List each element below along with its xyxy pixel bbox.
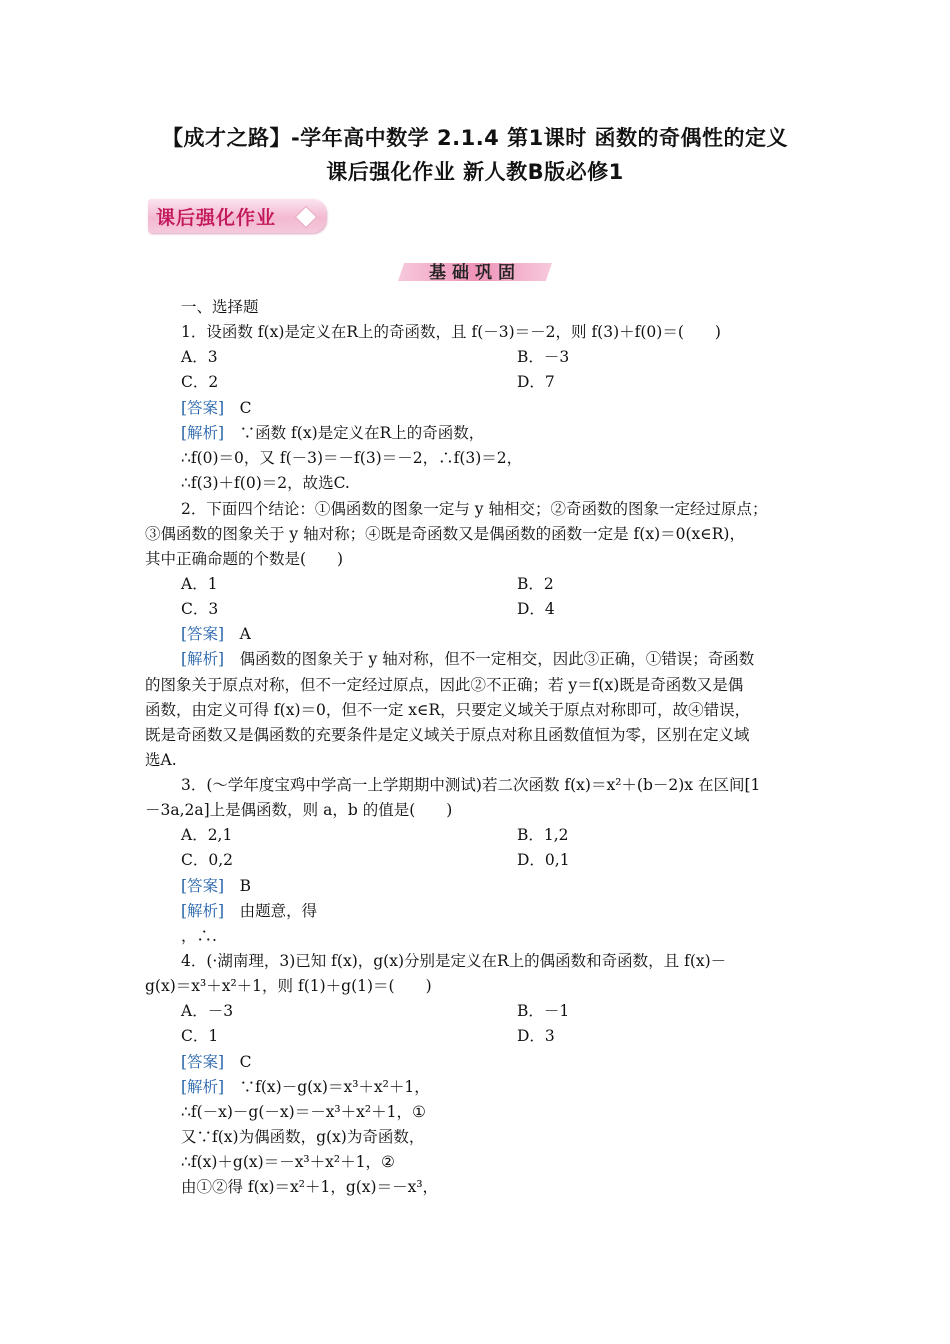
section-heading: 一、选择题 [181,298,259,316]
q4-answer: C [239,1053,252,1071]
q2-stem-2: 其中正确命题的个数是( ) [145,550,344,568]
q2-stem-0: 2．下面四个结论：①偶函数的图象一定与 y 轴相交；②奇函数的图象一定经过原点； [181,500,768,518]
q4-stem-1: g(x)＝x³＋x²＋1，则 f(1)＋g(1)＝( ) [145,977,432,995]
q1-answer-row [181,398,252,418]
q4-option-d: D．3 [517,1027,555,1045]
answer-tag: [答案] [181,877,225,895]
q3-analysis-row [181,901,317,921]
q2-analysis-2: 函数，由定义可得 f(x)＝0，但不一定 x∈R，只要定义域关于原点对称即可，故④错误， [145,701,751,719]
q1-option-d: D．7 [517,373,555,391]
q1-stem: 1．设函数 f(x)是定义在R上的奇函数，且 f(－3)＝－2，则 f(3)＋f(0)＝( ) [181,323,721,341]
q2-option-d: D．4 [517,600,555,618]
diamond-icon [295,206,318,229]
answer-tag: [答案] [181,625,225,643]
q2-analysis-row [181,649,754,669]
q4-option-a: A．－3 [181,1002,234,1020]
analysis-tag: [解析] [181,650,225,668]
q4-analysis-row [181,1077,430,1097]
q3-answer-row [181,876,251,896]
q1-analysis-0: ∵函数 f(x)是定义在R上的奇函数， [239,424,485,442]
q4-analysis-0: ∵f(x)－g(x)＝x³＋x²＋1， [239,1078,430,1096]
q4-stem-0: 4．(·湖南理，3)已知 f(x)，g(x)分别是定义在R上的偶函数和奇函数，且 f(x)－ [181,952,727,970]
q1-answer: C [239,399,252,417]
q3-option-c: C．0,2 [181,851,234,869]
analysis-tag: [解析] [181,902,225,920]
document-title-line-1: 【成才之路】-学年高中数学 2.1.4 第1课时 函数的奇偶性的定义 [161,126,789,150]
q4-option-b: B．－1 [517,1002,570,1020]
q2-analysis-1: 的图象关于原点对称，但不一定经过原点，因此②不正确；若 y＝f(x)既是奇函数又是偶 [145,676,744,694]
document-title-line-2: 课后强化作业 新人教B版必修1 [326,160,624,184]
homework-banner-label: 课后强化作业 [156,207,277,229]
q1-option-a: A．3 [181,348,218,366]
q3-stem-1: －3a,2a]上是偶函数，则 a，b 的值是( ) [145,801,453,819]
analysis-tag: [解析] [181,1078,225,1096]
q2-option-a: A．1 [181,575,218,593]
answer-tag: [答案] [181,1053,225,1071]
q2-option-c: C．3 [181,600,219,618]
q3-answer: B [239,877,252,895]
q4-analysis-3: ∴f(x)＋g(x)＝－x³＋x²＋1，② [181,1153,395,1171]
q3-option-b: B．1,2 [517,826,569,844]
q3-option-a: A．2,1 [181,826,233,844]
q3-stem-0: 3．(～学年度宝鸡中学高一上学期期中测试)若二次函数 f(x)＝x²＋(b－2)x 在区间[1 [181,776,761,794]
q1-analysis-2: ∴f(3)＋f(0)＝2，故选C. [181,474,350,492]
answer-tag: [答案] [181,399,225,417]
q3-analysis-1: ，∴. [181,927,217,945]
q1-analysis-1: ∴f(0)＝0，又 f(－3)＝－f(3)＝－2，∴f(3)＝2， [181,449,523,467]
q4-analysis-2: 又∵f(x)为偶函数，g(x)为奇函数， [181,1128,425,1146]
section-banner-label: 基础巩固 [429,263,521,283]
q3-option-d: D．0,1 [517,851,570,869]
homework-banner [148,199,326,233]
q1-analysis-row [181,423,484,443]
q3-analysis-0: 由题意，得 [239,902,318,920]
q1-option-c: C．2 [181,373,219,391]
section-banner [398,257,552,281]
q2-answer-row [181,624,251,644]
q2-stem-1: ③偶函数的图象关于 y 轴对称；④既是奇函数又是偶函数的函数一定是 f(x)＝0(x∈R)， [145,525,745,543]
q1-option-b: B．－3 [517,348,570,366]
q4-answer-row [181,1052,252,1072]
q4-analysis-4: 由①②得 f(x)＝x²＋1，g(x)＝－x³， [181,1178,439,1196]
q2-option-b: B．2 [517,575,554,593]
q2-answer: A [239,625,251,643]
q4-analysis-1: ∴f(－x)－g(－x)＝－x³＋x²＋1，① [181,1103,426,1121]
q2-analysis-3: 既是奇函数又是偶函数的充要条件是定义域关于原点对称且函数值恒为零，区别在定义域 [145,726,750,744]
analysis-tag: [解析] [181,424,225,442]
q2-analysis-4: 选A. [145,751,177,769]
q4-option-c: C．1 [181,1027,219,1045]
q2-analysis-0: 偶函数的图象关于 y 轴对称，但不一定相交，因此③正确，①错误；奇函数 [239,650,755,668]
